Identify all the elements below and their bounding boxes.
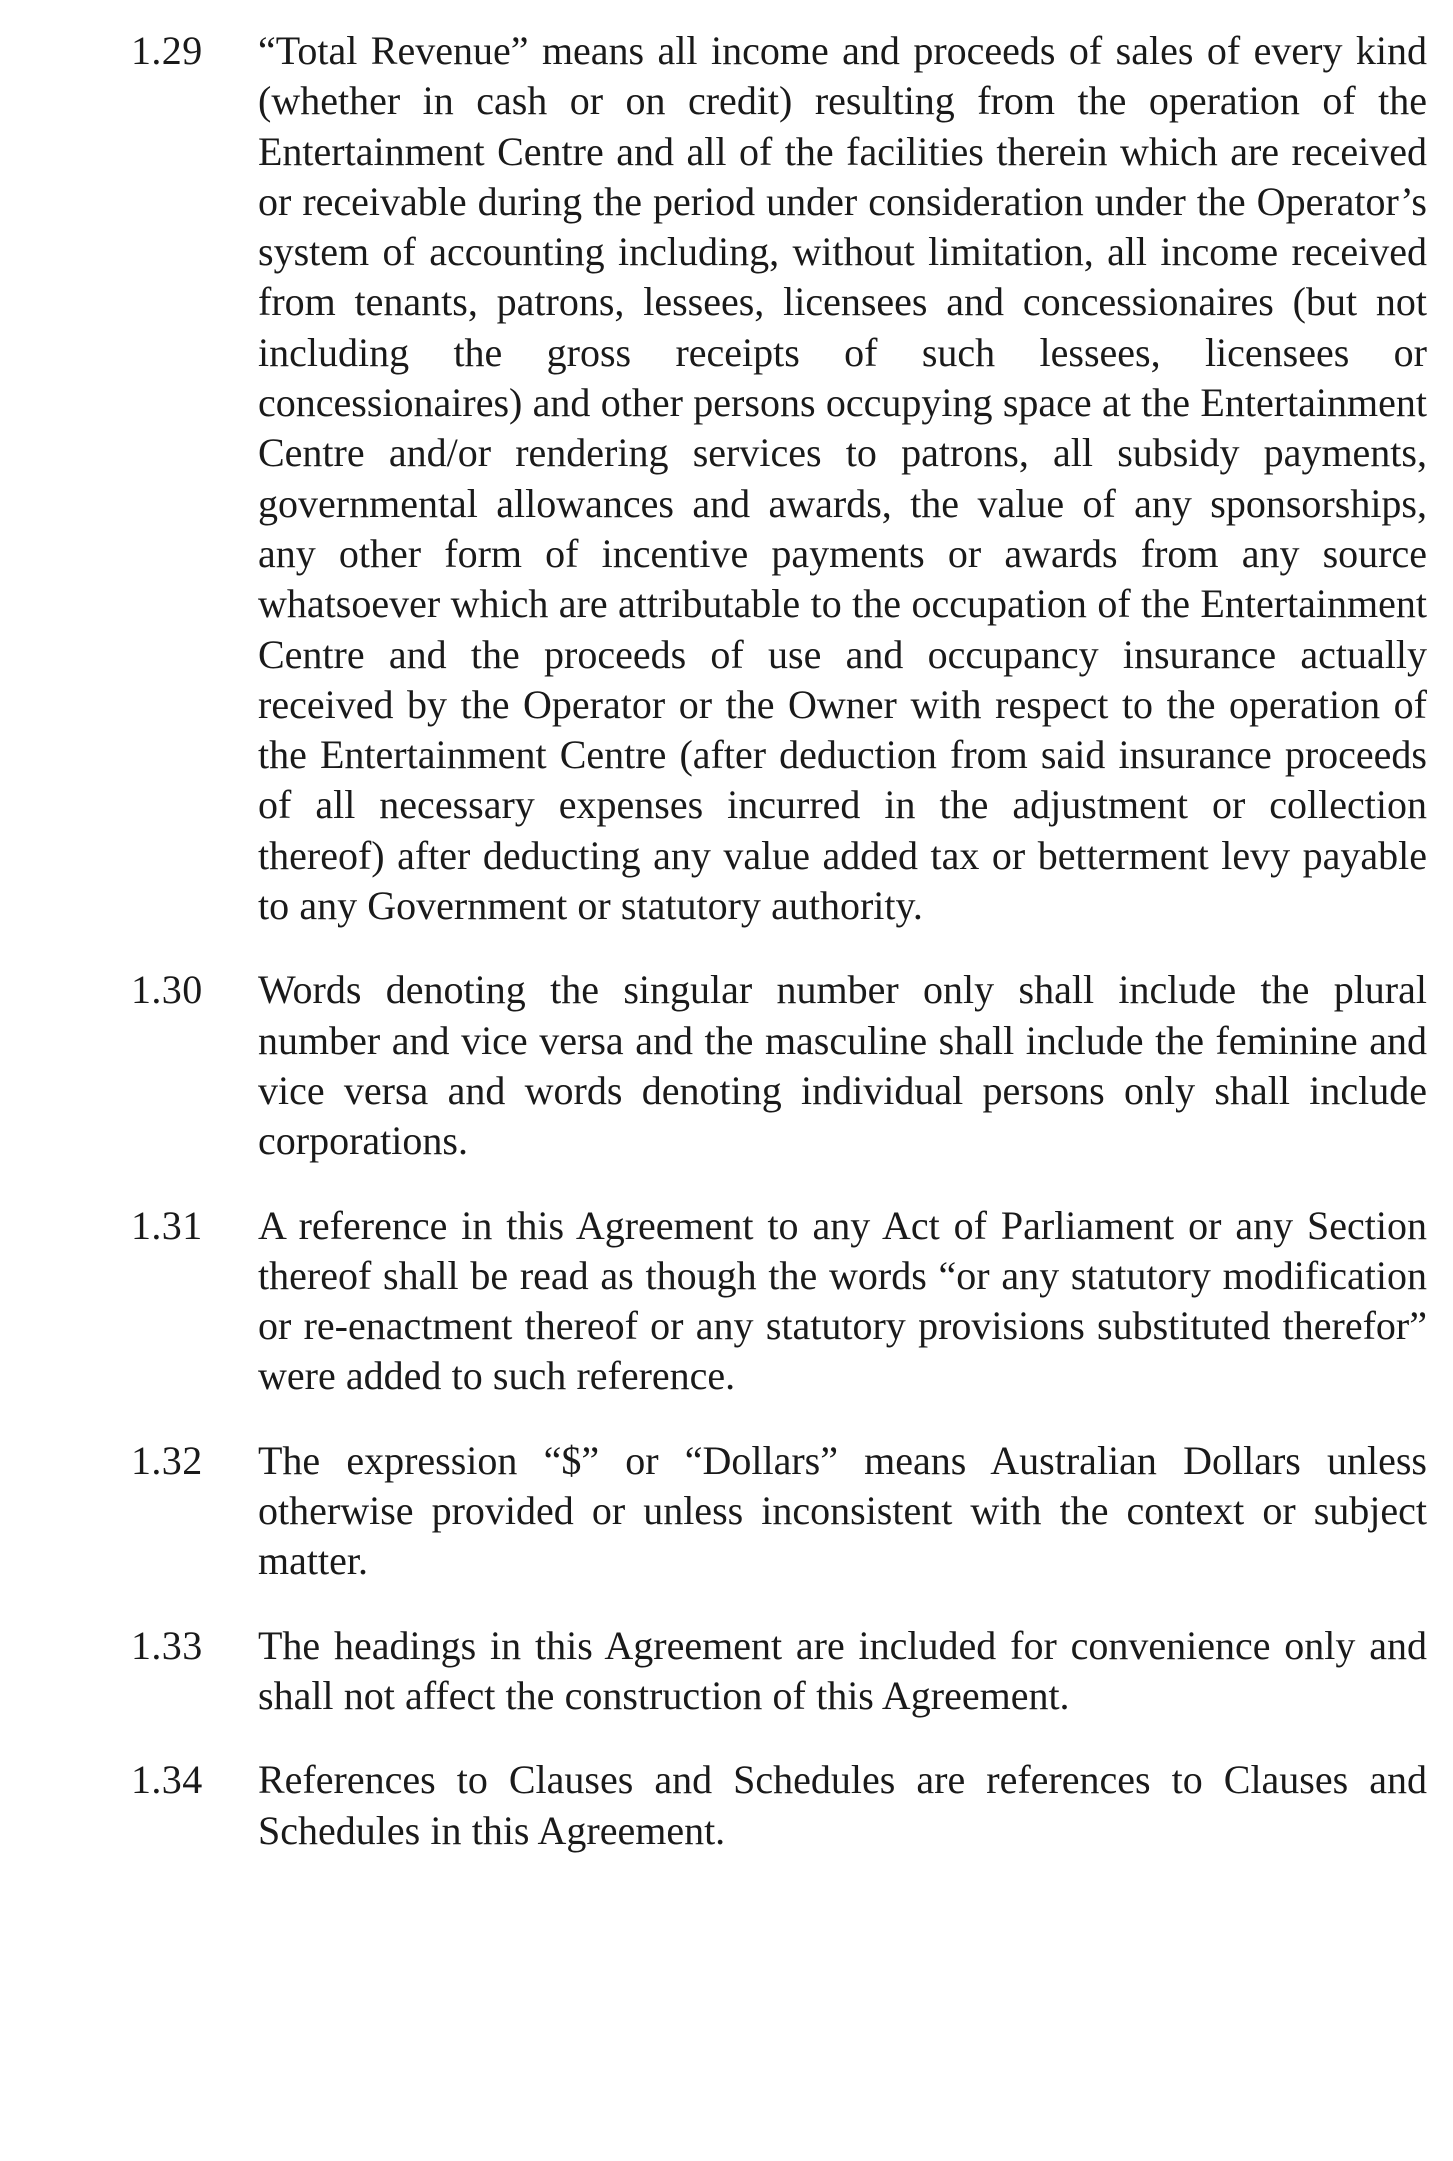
clause-1-29 (131, 26, 1432, 931)
clause-1-34 (131, 1755, 1432, 1856)
clause-1-32 (131, 1436, 1432, 1587)
clause-text: Words denoting the singular number only shall include the plural number and vice versa and the masculine shall include the feminine and vice versa and words denoting individual persons only shall include corporations. (258, 967, 1427, 1164)
clause-1-30 (131, 965, 1432, 1166)
clause-text: The expression “$” or “Dollars” means Australian Dollars unless otherwise provided or unless inconsistent with the context or subject matter. (258, 1437, 1427, 1584)
clause-text: References to Clauses and Schedules are references to Clauses and Schedules in this Agreement. (258, 1757, 1427, 1853)
clause-number: 1.29 (131, 28, 203, 73)
clause-1-33 (131, 1621, 1432, 1722)
clause-number: 1.34 (131, 1757, 203, 1803)
clause-number: 1.33 (131, 1622, 203, 1668)
clause-number: 1.32 (131, 1437, 203, 1483)
clause-number: 1.31 (131, 1202, 203, 1248)
clause-text: The headings in this Agreement are included for convenience only and shall not affect the construction of this Agreement. (258, 1622, 1427, 1718)
clause-text: A reference in this Agreement to any Act of Parliament or any Section thereof shall be read as though the words “or any statutory modification or re-enactment thereof or any statutory provisions substituted therefor” were added to such reference. (258, 1202, 1427, 1399)
clause-list (131, 26, 1432, 1890)
clause-number: 1.30 (131, 967, 203, 1013)
clause-1-31 (131, 1201, 1432, 1402)
clause-text: “Total Revenue” means all income and proceeds of sales of every kind (whether in cash or on credit) resulting from the operation of the Entertainment Centre and all of the facilities therein which are received or receivable during the period under consideration under the Operator’s system of accounting including, without limitation, all income received from tenants, patrons, lessees, licensees and concessionaires (but not including the gross receipts of such lessees, licensees or concessionaires) and other persons occupying space at the Entertainment Centre and/or rendering services to patrons, all subsidy payments, governmental allowances and awards, the value of any sponsorships, any other form of incentive payments or awards from any source whatsoever which are attributable to the occupation of the Entertainment Centre and the proceeds of use and occupancy insurance actually received by the Operator or the Owner with respect to the operation of the Entertainment Centre (after deduction from said insurance proceeds of all necessary expenses incurred in the adjustment or collection thereof) after deducting any value added tax or betterment levy payable to any Government or statutory authority. (258, 28, 1427, 929)
